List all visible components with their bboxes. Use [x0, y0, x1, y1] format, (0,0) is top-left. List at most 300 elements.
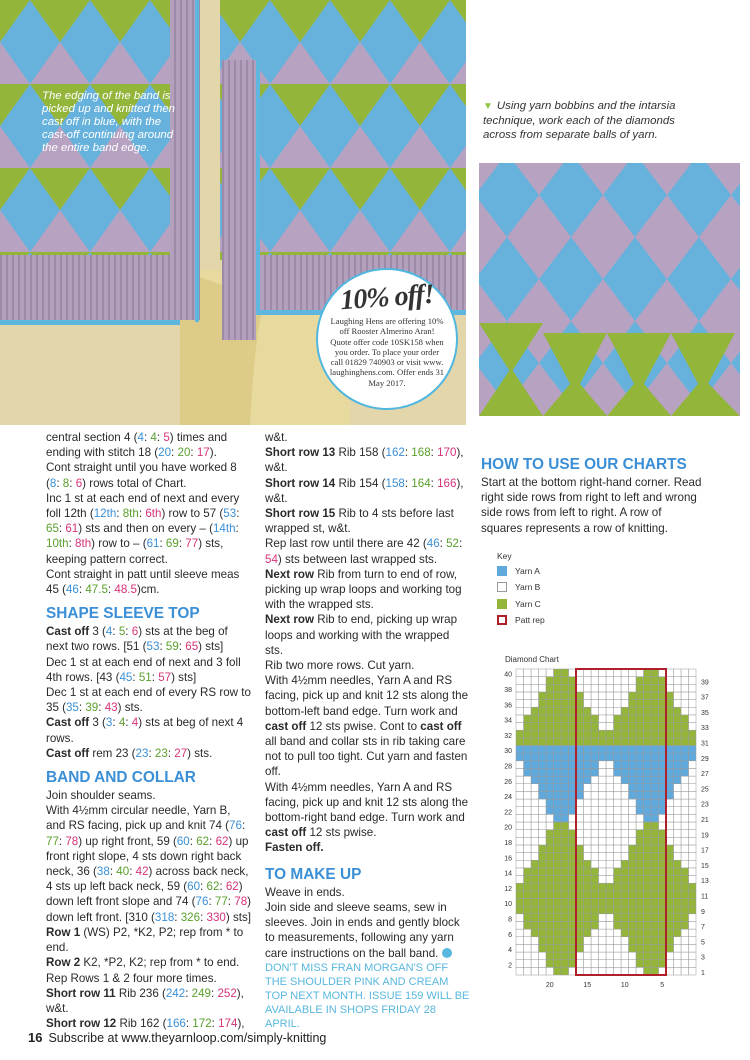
- chart-cell: [531, 761, 539, 769]
- chart-cell: [516, 776, 524, 784]
- chart-cell: [636, 876, 644, 884]
- y-tick-left: 18: [504, 839, 512, 847]
- chart-cell: [554, 845, 562, 853]
- chart-cell: [689, 677, 697, 685]
- chart-cell: [636, 684, 644, 692]
- chart-cell: [599, 776, 607, 784]
- chart-cell: [569, 899, 577, 907]
- paragraph: Rep Rows 1 & 2 four more times.: [46, 971, 217, 985]
- y-tick-right: 9: [701, 908, 705, 916]
- chart-cell: [561, 761, 569, 769]
- chart-cell: [606, 768, 614, 776]
- chart-cell: [591, 730, 599, 738]
- chart-cell: [621, 845, 629, 853]
- chart-cell: [606, 921, 614, 929]
- chart-cell: [636, 692, 644, 700]
- chart-cell: [644, 776, 652, 784]
- chart-cell: [674, 761, 682, 769]
- chart-cell: [584, 868, 592, 876]
- chart-cell: [621, 761, 629, 769]
- chart-cell: [561, 822, 569, 830]
- chart-cell: [569, 906, 577, 914]
- chart-cell: [584, 891, 592, 899]
- chart-cell: [599, 784, 607, 792]
- chart-cell: [599, 684, 607, 692]
- chart-cell: [539, 944, 547, 952]
- chart-cell: [666, 738, 674, 746]
- chart-cell: [621, 822, 629, 830]
- chart-cell: [636, 723, 644, 731]
- chart-cell: [576, 937, 584, 945]
- chart-cell: [569, 921, 577, 929]
- chart-cell: [561, 746, 569, 754]
- chart-cell: [674, 753, 682, 761]
- chart-cell: [584, 791, 592, 799]
- chart-cell: [606, 807, 614, 815]
- chart-cell: [666, 914, 674, 922]
- chart-cell: [516, 853, 524, 861]
- chart-cell: [689, 830, 697, 838]
- chart-cell: [636, 891, 644, 899]
- chart-cell: [584, 929, 592, 937]
- chart-cell: [659, 914, 667, 922]
- chart-cell: [659, 814, 667, 822]
- chart-cell: [681, 914, 689, 922]
- chart-cell: [531, 929, 539, 937]
- swatch-yarn-a: [497, 566, 507, 576]
- chart-cell: [539, 822, 547, 830]
- chart-cell: [591, 937, 599, 945]
- chart-cell: [666, 692, 674, 700]
- chart-cell: [516, 822, 524, 830]
- y-tick-right: 7: [701, 924, 705, 932]
- chart-cell: [659, 860, 667, 868]
- y-tick-left: 32: [504, 732, 512, 740]
- chart-cell: [674, 830, 682, 838]
- chart-cell: [689, 715, 697, 723]
- chart-cell: [576, 791, 584, 799]
- chart-cell: [606, 738, 614, 746]
- chart-cell: [674, 944, 682, 952]
- chart-cell: [584, 837, 592, 845]
- chart-cell: [606, 914, 614, 922]
- chart-cell: [524, 768, 532, 776]
- paragraph: Inc 1 st at each end of next and every foll 12th (12th: 8th: 6th) row to 57 (53: 65: 61) sts and then on every – (14th: 10th: 8th) row to – (61: 69: 77) sts, keeping pattern correct.: [46, 491, 240, 566]
- chart-cell: [659, 937, 667, 945]
- chart-cell: [621, 876, 629, 884]
- chart-cell: [576, 746, 584, 754]
- chart-cell: [591, 860, 599, 868]
- chart-cell: [651, 929, 659, 937]
- chart-cell: [584, 883, 592, 891]
- chart-cell: [546, 937, 554, 945]
- chart-cell: [644, 830, 652, 838]
- chart-cell: [644, 738, 652, 746]
- chart-cell: [516, 814, 524, 822]
- chart-cell: [629, 944, 637, 952]
- chart-cell: [614, 899, 622, 907]
- chart-cell: [681, 822, 689, 830]
- chart-cell: [621, 914, 629, 922]
- y-tick-left: 36: [504, 702, 512, 710]
- chart-cell: [561, 891, 569, 899]
- chart-cell: [599, 906, 607, 914]
- chart-cell: [546, 715, 554, 723]
- chart-cell: [614, 784, 622, 792]
- chart-cell: [524, 799, 532, 807]
- chart-cell: [621, 868, 629, 876]
- chart-cell: [554, 776, 562, 784]
- chart-cell: [591, 669, 599, 677]
- chart-cell: [554, 784, 562, 792]
- chart-cell: [546, 876, 554, 884]
- chart-cell: [644, 944, 652, 952]
- chart-cell: [659, 761, 667, 769]
- chart-cell: [621, 830, 629, 838]
- chart-cell: [539, 715, 547, 723]
- chart-cell: [539, 799, 547, 807]
- chart-cell: [636, 791, 644, 799]
- chart-cell: [659, 906, 667, 914]
- chart-cell: [531, 807, 539, 815]
- chart-cell: [569, 822, 577, 830]
- chart-cell: [539, 837, 547, 845]
- section-heading: SHAPE SLEEVE TOP: [46, 605, 200, 623]
- chart-cell: [576, 723, 584, 731]
- chart-cell: [644, 853, 652, 861]
- chart-cell: [516, 937, 524, 945]
- chart-cell: [629, 692, 637, 700]
- swatch-patt-rep: [497, 615, 507, 625]
- chart-cell: [689, 784, 697, 792]
- chart-cell: [516, 730, 524, 738]
- chart-cell: [524, 853, 532, 861]
- chart-cell: [636, 952, 644, 960]
- chart-cell: [524, 738, 532, 746]
- chart-cell: [606, 868, 614, 876]
- chart-cell: [651, 883, 659, 891]
- chart-cell: [689, 723, 697, 731]
- chart-cell: [531, 868, 539, 876]
- chart-cell: [531, 837, 539, 845]
- chart-cell: [674, 883, 682, 891]
- chart-cell: [606, 784, 614, 792]
- paragraph: Short row 14 Rib 154 (158: 164: 166), w&t.: [265, 476, 464, 505]
- y-tick-left: 6: [508, 931, 512, 939]
- chart-cell: [629, 837, 637, 845]
- chart-cell: [546, 700, 554, 708]
- chart-cell: [636, 715, 644, 723]
- chart-cell: [659, 784, 667, 792]
- section-heading: BAND AND COLLAR: [46, 769, 196, 787]
- chart-cell: [554, 700, 562, 708]
- chart-cell: [614, 937, 622, 945]
- chart-cell: [524, 830, 532, 838]
- chart-cell: [569, 853, 577, 861]
- chart-cell: [599, 700, 607, 708]
- chart-cell: [546, 814, 554, 822]
- chart-cell: [591, 837, 599, 845]
- chart-cell: [569, 791, 577, 799]
- chart-cell: [659, 921, 667, 929]
- chart-cell: [621, 738, 629, 746]
- chart-cell: [614, 715, 622, 723]
- y-tick-right: 29: [701, 755, 709, 763]
- chart-cell: [614, 684, 622, 692]
- chart-cell: [576, 952, 584, 960]
- chart-cell: [561, 738, 569, 746]
- chart-cell: [606, 677, 614, 685]
- swatch-yarn-b: [497, 582, 507, 592]
- chart-cell: [531, 684, 539, 692]
- chart-cell: [621, 960, 629, 968]
- chart-cell: [659, 952, 667, 960]
- chart-cell: [614, 700, 622, 708]
- chart-cell: [561, 753, 569, 761]
- chart-cell: [636, 944, 644, 952]
- chart-cell: [681, 799, 689, 807]
- chart-cell: [621, 746, 629, 754]
- chart-cell: [554, 914, 562, 922]
- chart-cell: [599, 822, 607, 830]
- photo-caption-left: The edging of the band is picked up and knitted then cast off in blue, with the cast-off continuing around the entire band edge.: [42, 90, 175, 154]
- next-issue-promo: DON'T MISS FRAN MORGAN'S OFF THE SHOULDER PINK AND CREAM TOP NEXT MONTH. ISSUE 159 WILL BE AVAILABLE IN SHOPS FRIDAY 28 APRIL.: [265, 961, 470, 1030]
- chart-cell: [524, 860, 532, 868]
- chart-cell: [614, 707, 622, 715]
- chart-cell: [644, 937, 652, 945]
- chart-cell: [539, 814, 547, 822]
- chart-cell: [591, 944, 599, 952]
- chart-cell: [561, 776, 569, 784]
- chart-cell: [614, 883, 622, 891]
- chart-cell: [569, 845, 577, 853]
- chart-cell: [591, 921, 599, 929]
- chart-cell: [591, 868, 599, 876]
- chart-cell: [674, 891, 682, 899]
- chart-cell: [606, 906, 614, 914]
- chart-cell: [539, 914, 547, 922]
- chart-cell: [516, 707, 524, 715]
- chart-cell: [591, 761, 599, 769]
- chart-cell: [644, 967, 652, 975]
- chart-cell: [584, 746, 592, 754]
- chart-cell: [659, 730, 667, 738]
- chart-cell: [539, 753, 547, 761]
- chart-cell: [651, 921, 659, 929]
- chart-cell: [516, 700, 524, 708]
- chart-cell: [644, 707, 652, 715]
- chart-cell: [666, 723, 674, 731]
- chart-cell: [621, 899, 629, 907]
- chart-cell: [584, 784, 592, 792]
- chart-cell: [621, 944, 629, 952]
- page-footer: [28, 1030, 326, 1045]
- chart-cell: [584, 876, 592, 884]
- chart-cell: [689, 753, 697, 761]
- chart-cell: [681, 837, 689, 845]
- chart-cell: [591, 707, 599, 715]
- chart-cell: [629, 883, 637, 891]
- chart-cell: [516, 677, 524, 685]
- chart-cell: [531, 746, 539, 754]
- chart-cell: [621, 937, 629, 945]
- chart-cell: [651, 807, 659, 815]
- chart-cell: [674, 807, 682, 815]
- paragraph: With 4½mm circular needle, Yarn B, and RS facing, pick up and knit 74 (76: 77: 78) up right front, 59 (60: 62: 62) up front right slope, 4 sts down right back neck, 36 (38: 40: 42) across back neck, 4 sts up left back neck, 59 (60: 62: 62) down left front slope and 74 (76: 77: 78) down left front. [310 (318: 326: 330) sts]: [46, 804, 252, 924]
- chart-cell: [584, 807, 592, 815]
- chart-cell: [554, 906, 562, 914]
- chart-cell: [629, 784, 637, 792]
- chart-cell: [591, 746, 599, 754]
- chart-cell: [546, 883, 554, 891]
- chart-cell: [546, 822, 554, 830]
- chart-cell: [621, 669, 629, 677]
- chart-cell: [644, 883, 652, 891]
- chart-cell: [539, 876, 547, 884]
- chart-cell: [674, 906, 682, 914]
- diamond-chart: [496, 664, 709, 994]
- chart-cell: [531, 906, 539, 914]
- chart-cell: [516, 883, 524, 891]
- y-tick-right: 17: [701, 847, 709, 855]
- chart-cell: [599, 860, 607, 868]
- chart-cell: [644, 768, 652, 776]
- chart-cell: [606, 707, 614, 715]
- chart-cell: [674, 692, 682, 700]
- chart-cell: [524, 876, 532, 884]
- chart-cell: [621, 814, 629, 822]
- paragraph: Fasten off.: [265, 841, 324, 855]
- subscribe-link[interactable]: Subscribe at www.theyarnloop.com/simply-knitting: [48, 1031, 327, 1045]
- chart-cell: [576, 677, 584, 685]
- chart-cell: [674, 952, 682, 960]
- key-item-yarn-a: Yarn A: [497, 566, 540, 576]
- y-tick-left: 26: [504, 778, 512, 786]
- chart-cell: [569, 837, 577, 845]
- chart-cell: [524, 883, 532, 891]
- chart-cell: [554, 860, 562, 868]
- chart-cell: [599, 952, 607, 960]
- chart-cell: [576, 830, 584, 838]
- chart-cell: [644, 799, 652, 807]
- chart-cell: [516, 860, 524, 868]
- chart-cell: [516, 830, 524, 838]
- chart-cell: [554, 799, 562, 807]
- paragraph: Cont straight until you have worked 8 (8: 8: 6) rows total of Chart.: [46, 461, 237, 490]
- chart-cell: [614, 860, 622, 868]
- chart-cell: [659, 822, 667, 830]
- y-tick-right: 21: [701, 817, 709, 824]
- chart-cell: [606, 937, 614, 945]
- chart-cell: [554, 707, 562, 715]
- chart-cell: [674, 746, 682, 754]
- chart-cell: [569, 914, 577, 922]
- chart-cell: [614, 738, 622, 746]
- chart-cell: [666, 845, 674, 853]
- chart-cell: [666, 807, 674, 815]
- chart-cell: [629, 761, 637, 769]
- chart-cell: [554, 830, 562, 838]
- chart-cell: [629, 730, 637, 738]
- chart-cell: [674, 868, 682, 876]
- chart-cell: [531, 944, 539, 952]
- chart-cell: [666, 746, 674, 754]
- chart-cell: [539, 784, 547, 792]
- chart-cell: [599, 876, 607, 884]
- chart-cell: [576, 822, 584, 830]
- chart-cell: [546, 868, 554, 876]
- paragraph: Short row 12 Rib 162 (166: 172: 174),: [46, 1017, 245, 1031]
- chart-cell: [614, 876, 622, 884]
- chart-cell: [524, 914, 532, 922]
- chart-cell: [681, 761, 689, 769]
- chart-cell: [651, 776, 659, 784]
- chart-cell: [591, 906, 599, 914]
- chart-cell: [681, 669, 689, 677]
- chart-cell: [659, 807, 667, 815]
- paragraph: Dec 1 st at each end of every RS row to 35 (35: 39: 43) sts.: [46, 686, 251, 715]
- chart-cell: [516, 669, 524, 677]
- chart-cell: [621, 860, 629, 868]
- chart-cell: [569, 967, 577, 975]
- chart-cell: [606, 860, 614, 868]
- key-item-yarn-c: Yarn C: [497, 599, 541, 609]
- chart-cell: [524, 921, 532, 929]
- chart-cell: [576, 906, 584, 914]
- chart-cell: [651, 700, 659, 708]
- paragraph: Cast off 3 (3: 4: 4) sts at beg of next 4 rows.: [46, 716, 244, 745]
- chart-cell: [554, 899, 562, 907]
- chart-cell: [546, 677, 554, 685]
- chart-cell: [561, 784, 569, 792]
- chart-cell: [524, 960, 532, 968]
- chart-cell: [599, 791, 607, 799]
- chart-cell: [629, 791, 637, 799]
- chart-cell: [666, 883, 674, 891]
- chart-cell: [591, 738, 599, 746]
- chart-cell: [644, 753, 652, 761]
- chart-cell: [599, 830, 607, 838]
- chart-cell: [576, 738, 584, 746]
- chart-cell: [531, 677, 539, 685]
- chart-cell: [681, 692, 689, 700]
- chart-cell: [584, 761, 592, 769]
- chart-cell: [539, 891, 547, 899]
- y-tick-right: 13: [701, 878, 709, 886]
- chart-cell: [644, 669, 652, 677]
- chart-cell: [606, 876, 614, 884]
- chart-cell: [546, 776, 554, 784]
- chart-cell: [569, 692, 577, 700]
- chart-cell: [629, 906, 637, 914]
- chart-cell: [531, 937, 539, 945]
- chart-cell: [539, 677, 547, 685]
- chart-cell: [561, 921, 569, 929]
- x-tick: 20: [545, 982, 554, 989]
- chart-cell: [606, 830, 614, 838]
- y-tick-right: 11: [701, 893, 709, 901]
- chart-cell: [666, 952, 674, 960]
- chart-cell: [524, 730, 532, 738]
- y-tick-right: 31: [701, 740, 709, 748]
- chart-cell: [674, 960, 682, 968]
- chart-cell: [561, 669, 569, 677]
- chart-cell: [524, 937, 532, 945]
- chart-cell: [629, 776, 637, 784]
- chart-cell: [666, 899, 674, 907]
- chart-cell: [554, 868, 562, 876]
- chart-cell: [539, 830, 547, 838]
